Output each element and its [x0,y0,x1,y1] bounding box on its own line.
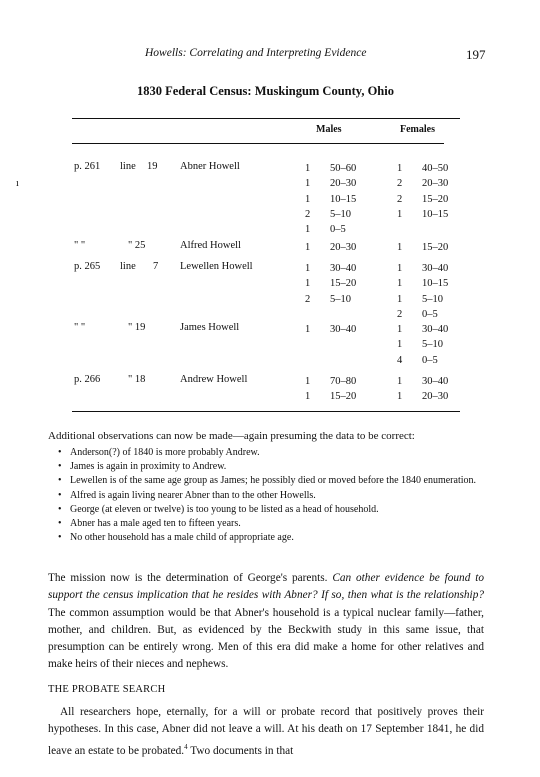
lewellen-females [397,261,449,322]
james-males [305,322,357,337]
count-range: 2 5–10 [305,293,351,305]
males-header: Males [316,124,342,135]
observations-intro: Additional observations can now be made—again presuming the data to be correct: [48,430,415,442]
count-range: 1 50–60 [305,163,357,174]
alfred-males [305,240,357,255]
count-range: 1 40–50 [397,163,449,174]
margin-mark: ı [16,178,19,189]
table-bottom-rule [72,411,460,412]
row-line: 19 [147,161,158,172]
lewellen-males [305,261,357,307]
andrew-males [305,374,357,405]
row-name: Lewellen Howell [180,261,253,272]
table-header-rule [72,143,444,144]
count-range: 1 10–15 [397,208,449,220]
females-header: Females [400,124,435,135]
count-range: 1 10–15 [397,278,449,290]
count-range: 2 5–10 [305,208,351,220]
count-range: 1 5–10 [397,339,443,351]
row-line-label: line [120,261,136,272]
row-name: Alfred Howell [180,240,241,251]
count-range: 1 30–40 [397,324,449,335]
count-range: 1 20–30 [397,391,449,403]
row-name: Andrew Howell [180,374,248,385]
table-title: 1830 Federal Census: Muskingum County, Ohio [137,84,394,98]
page-number: 197 [466,47,486,62]
count-range: 1 20–30 [305,178,357,190]
count-range: 1 15–20 [305,391,357,403]
count-range: 1 30–40 [397,376,449,387]
row-line: 7 [153,261,159,272]
observations-list [58,447,478,546]
row-page: p. 261 [74,161,101,172]
row-page: " " [74,240,86,251]
table-top-rule [72,118,460,119]
running-head: Howells: Correlating and Interpreting Evidence [145,47,367,59]
andrew-females [397,374,449,405]
body-paragraph-2: All researchers hope, eternally, for a will or probate record that positively proves their hypotheses. In this case, Abner did not leave a will. At his death on 17 September 1841, he did leave an estate to be probated.$^4$ Two documents in that [48,706,484,757]
list-item: • Lewellen is of the same age group as James; he possibly died or moved before the 1840 enumeration. [58,475,478,488]
count-range: 1 10–15 [305,193,357,205]
list-item: • Anderson(?) of 1840 is more probably Andrew. [58,447,478,460]
list-item: • Abner has a male aged ten to fifteen years. [58,518,478,531]
count-range: 1 0–5 [305,224,346,236]
james-females [397,322,449,368]
alfred-females [397,240,449,255]
italic-question: Can other evidence be found to support the census implication that he resides with Abner? If so, then what is the relationship? [48,572,484,602]
list-item: • No other household has a male child of appropriate age. [58,532,478,545]
row-line: " 25 [128,240,146,251]
footnote-marker: 4 [184,742,188,751]
count-range: 1 5–10 [397,293,443,305]
row-line-label: line [120,161,136,172]
list-item: • George (at eleven or twelve) is too young to be listed as a head of household. [58,504,478,517]
body-paragraph: The mission now is the determination of George's parents. Can other evidence be found to support the census implication that he resides with Abner? If so, then what is the relationship? The common assumption would be that Abner's household is a typical nuclear family—father, mother, and children. But, as evidenced by the Beckwith study in this same issue, that presumption can be entirely wrong. Men of this era did make a home for other relatives and make heirs of their nieces and nephews. [48,572,484,671]
count-range: 1 20–30 [305,242,357,253]
abner-females [397,161,449,222]
row-page: " " [74,322,86,333]
count-range: 1 30–40 [305,324,357,335]
list-item: • James is again in proximity to Andrew. [58,461,478,474]
row-name: James Howell [180,322,240,333]
section-heading: THE PROBATE SEARCH [48,684,166,695]
count-range: 4 0–5 [397,354,438,366]
count-range: 2 20–30 [397,178,449,190]
count-range: 1 70–80 [305,376,357,387]
count-range: 1 30–40 [397,263,449,274]
abner-males [305,161,357,237]
count-range: 2 15–20 [397,193,449,205]
count-range: 1 30–40 [305,263,357,274]
row-line: " 18 [128,374,146,385]
count-range: 1 15–20 [305,278,357,290]
count-range: 1 15–20 [397,242,449,253]
row-page: p. 265 [74,261,101,272]
count-range: 2 0–5 [397,308,438,320]
row-name: Abner Howell [180,161,240,172]
list-item: • Alfred is again living nearer Abner than to the other Howells. [58,490,478,503]
row-page: p. 266 [74,374,101,385]
row-line: " 19 [128,322,146,333]
